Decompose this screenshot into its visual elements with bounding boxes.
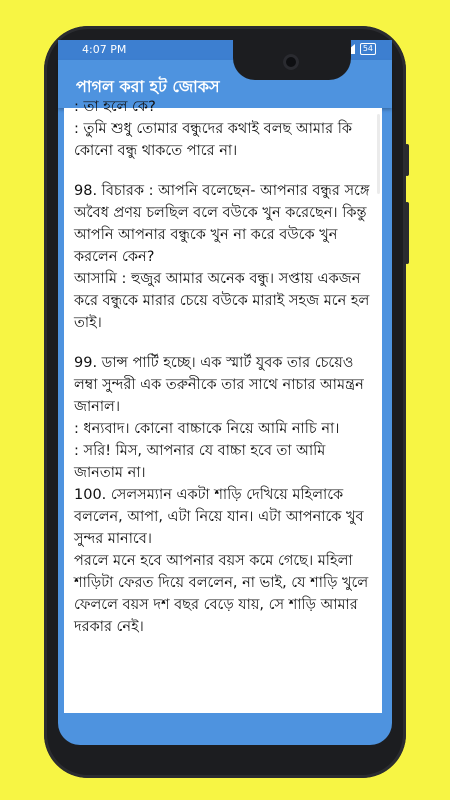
joke-line: পরলে মনে হবে আপনার বয়স কমে গেছে। মহিলা শাড়িটা ফেরত দিয়ে বললেন, না ভাই, যে শাড়ি খুলে ফেললে বয়স দশ বছর বেড়ে যায়, সে শাড়ি আমার দরকার নেই।	[74, 553, 369, 635]
scrollbar[interactable]	[377, 114, 380, 194]
battery-icon: 54	[360, 43, 376, 55]
status-time: 4:07 PM	[82, 43, 127, 56]
camera-notch	[233, 40, 351, 80]
joke-line: আসামি : হুজুর আমার অনেক বন্ধু। সপ্তায় একজন করে বন্ধুকে মারার চেয়ে বউকে মারাই সহজ মনে হল তাই।	[74, 271, 370, 331]
volume-button	[405, 144, 409, 176]
joke-line: : তুমি শুধু তোমার বন্ধুদের কথাই বলছ আমার কি কোনো বন্ধু থাকতে পারে না।	[74, 121, 352, 159]
camera-icon	[283, 54, 299, 70]
app-title: পাগল করা হট জোকস	[76, 77, 220, 96]
joke-line: 99. ডান্স পার্টি হচ্ছে। এক স্মার্ট যুবক তার চেয়েও লম্বা সুন্দরী এক তরুনীকে তার সাথে নাচার আমন্ত্রন জানাল।	[74, 355, 364, 415]
jokes-text	[64, 96, 382, 638]
joke-line: 100. সেলসম্যান একটা শাড়ি দেখিয়ে মহিলাকে বললেন, আপা, এটা নিয়ে যান। এটা আপনাকে খুব সুন্দর মানাবে।	[74, 487, 364, 547]
joke-line: : তা হলে কে?	[74, 99, 156, 115]
jokes-content[interactable]	[64, 99, 382, 713]
joke-line: : ধন্যবাদ। কোনো বাচ্চাকে নিয়ে আমি নাচি না।	[74, 421, 340, 437]
screen	[58, 40, 392, 745]
joke-line: : সরি! মিস, আপনার যে বাচ্চা হবে তা আমি জানতাম না।	[74, 443, 326, 481]
joke-line: 98. বিচারক : আপনি বলেছেন- আপনার বন্ধুর সঙ্গে অবৈধ প্রণয় চলছিল বলে বউকে খুন করেছেন। কিন্তু আপনি আপনার বন্ধুকে খুন না করে বউকে খুন করলেন কেন?	[74, 183, 370, 265]
power-button	[405, 202, 409, 264]
